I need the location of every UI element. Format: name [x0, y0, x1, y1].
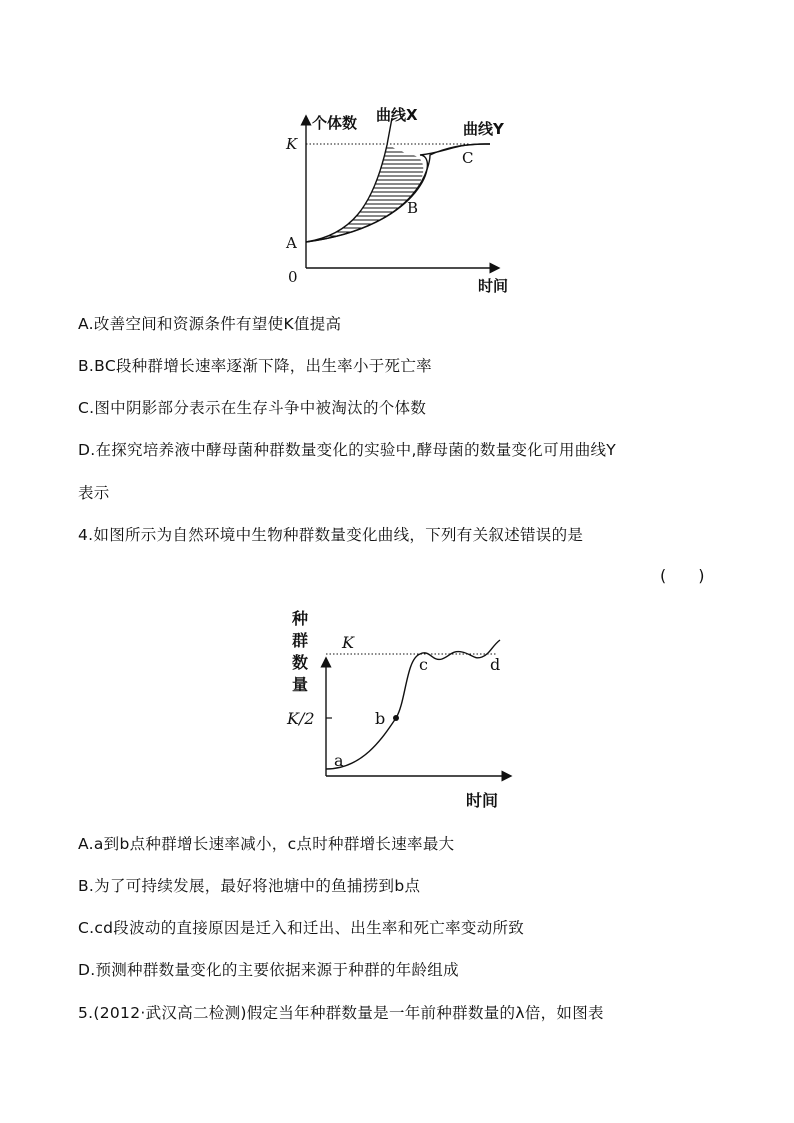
curve-x-label: 曲线X: [376, 106, 418, 124]
shaded-region: [300, 148, 460, 240]
q4-option-a: A.a到b点种群增长速率减小，c点时种群增长速率最大: [78, 835, 455, 853]
population-curve: [326, 640, 500, 769]
q4-option-b: B.为了可持续发展，最好将池塘中的鱼捕捞到b点: [78, 877, 421, 895]
q4-option-d: D.预测种群数量变化的主要依据来源于种群的年龄组成: [78, 961, 459, 979]
curve-y-label: 曲线Y: [463, 120, 504, 138]
point-b-label: B: [407, 199, 419, 217]
k-label: K: [286, 135, 298, 153]
q5-stem: 5.(2012·武汉高二检测)假定当年种群数量是一年前种群数量的λ倍，如图表: [78, 1004, 604, 1022]
k-half-label: K/2: [287, 709, 315, 728]
y-axis-label: 个体数: [312, 114, 358, 132]
y-axis-label-2: 群: [292, 631, 309, 650]
y-axis-label-4: 量: [292, 675, 309, 694]
origin-label: 0: [288, 268, 298, 286]
point-d-label: d: [490, 655, 501, 674]
point-c-label: c: [419, 655, 428, 674]
point-b-label: b: [375, 709, 386, 728]
figure-2-population-curve: [282, 604, 522, 814]
y-axis-label-1: 种: [292, 609, 309, 628]
q4-option-c: C.cd段波动的直接原因是迁入和迁出、出生率和死亡率变动所致: [78, 919, 525, 937]
q3-option-c: C.图中阴影部分表示在生存斗争中被淘汰的个体数: [78, 399, 427, 417]
point-b-marker: [393, 715, 399, 721]
k-label: K: [342, 633, 354, 652]
figure-1-growth-curves: [280, 100, 530, 300]
q3-option-d: D.在探究培养液中酵母菌种群数量变化的实验中,酵母菌的数量变化可用曲线Y: [78, 441, 617, 459]
point-a-label: a: [334, 751, 344, 770]
y-axis-label-3: 数: [292, 653, 309, 672]
point-c-label: C: [462, 149, 474, 167]
point-a-label: A: [286, 234, 297, 252]
q4-stem: 4.如图所示为自然环境中生物种群数量变化曲线，下列有关叙述错误的是: [78, 526, 584, 544]
q4-answer-paren: ( ): [660, 566, 705, 585]
x-axis-label: 时间: [478, 277, 509, 295]
q3-option-a: A.改善空间和资源条件有望使K值提高: [78, 315, 342, 333]
x-axis-label: 时间: [466, 791, 499, 810]
q3-option-d-cont: 表示: [78, 484, 110, 502]
q3-option-b: B.BC段种群增长速率逐渐下降，出生率小于死亡率: [78, 357, 432, 375]
